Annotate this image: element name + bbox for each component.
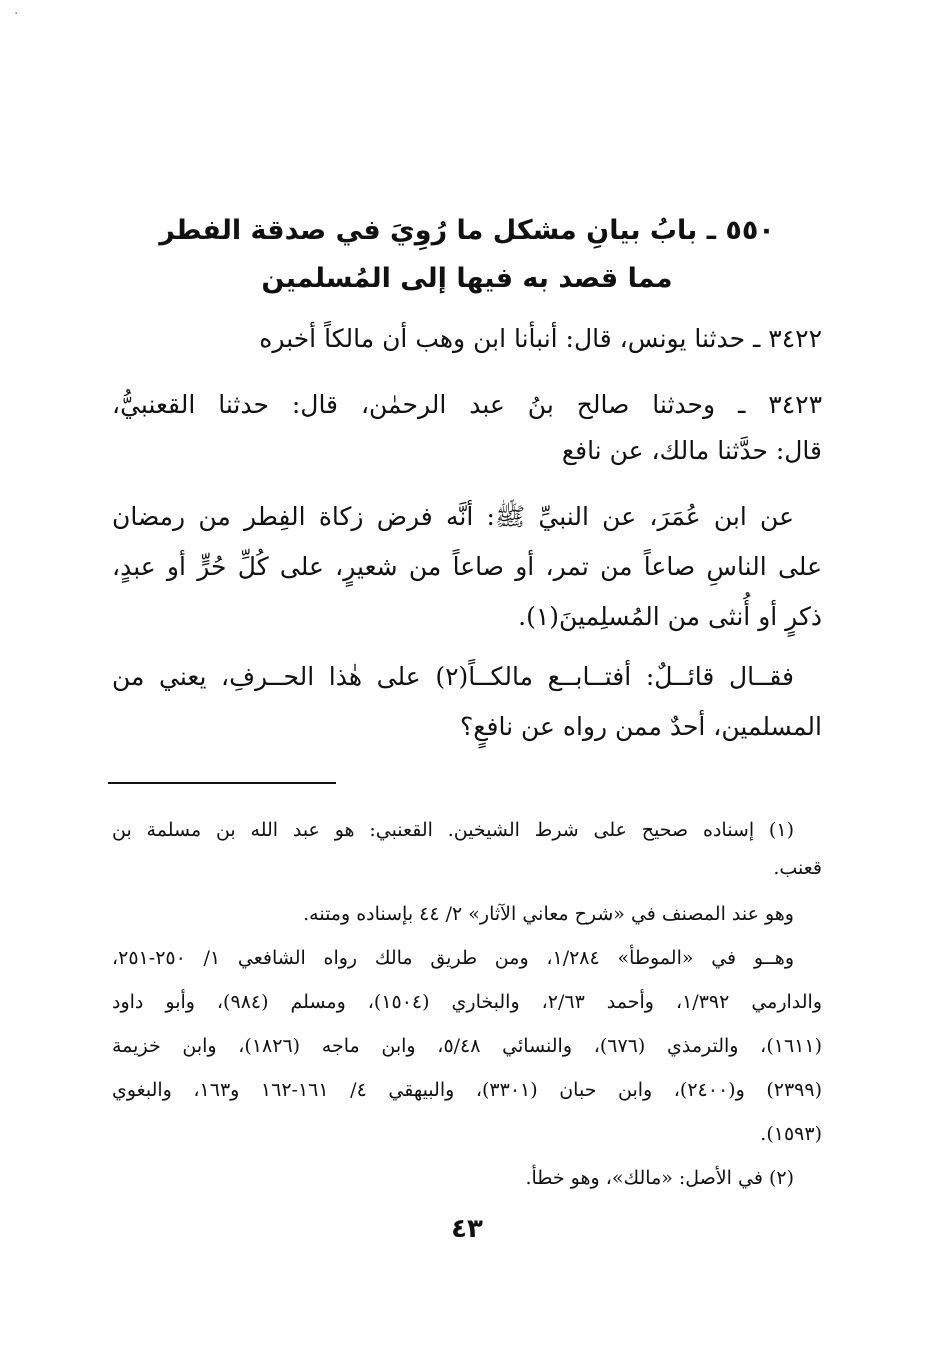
footnote-1-line-1: (١) إسناده صحيح على شرط الشيخين. القعنبي: هو عبد الله بن مسلمة بن: [112, 819, 794, 841]
footnote-1-line-7: (٢٣٩٩) و(٢٤٠٠)، وابن حبان (٣٣٠١)، والبيهقي ٤/ ١٦١-١٦٢ و١٦٣، والبغوي: [112, 1079, 822, 1101]
footnote-1-line-3: وهو عند المصنف في «شرح معاني الآثار» ٢/ ٤٤ بإسناده ومتنه.: [303, 903, 794, 925]
hadith-3423-line-1: ٣٤٢٣ ـ وحدثنا صالح بنُ عبد الرحمٰن، قال: حدثنا القعنبيُّ،: [112, 390, 822, 419]
hadith-3422: ٣٤٢٢ ـ حدثنا يونس، قال: أنبأنا ابن وهب أن مالكاً أخبره: [259, 324, 822, 353]
chapter-title-line-2: مما قصد به فيها إلى المُسلمين: [261, 263, 673, 294]
corner-mark: ·: [14, 6, 19, 22]
footnote-1-line-6: (١٦١١)، والترمذي (٦٧٦)، والنسائي ٥/٤٨، وابن ماجه (١٨٢٦)، وابن خزيمة: [112, 1035, 822, 1057]
matn-line-2: على الناسِ صاعاً من تمر، أو صاعاً من شعيرٍ، على كُلِّ حُرٍّ أو عبدٍ،: [112, 552, 822, 581]
chapter-title-line-1: ٥٥٠ ـ بابُ بيانِ مشكل ما رُوِيَ في صدقة الفطر: [159, 215, 775, 246]
footnote-2: (٢) في الأصل: «مالك»، وهو خطأ.: [525, 1167, 794, 1189]
question-line-2: المسلمين، أحدٌ ممن رواه عن نافعٍ؟: [459, 712, 822, 741]
footnote-separator: [108, 782, 336, 784]
matn-line-3: ذكرٍ أو أُنثى من المُسلِمينَ(١).: [518, 602, 822, 631]
page-number: ٤٣: [451, 1214, 483, 1244]
footnote-1-line-2: قعنب.: [773, 857, 822, 879]
footnote-1-line-5: والدارمي ١/٣٩٢، وأحمد ٢/٦٣، والبخاري (١٥٠٤)، ومسلم (٩٨٤)، وأبو داود: [112, 991, 823, 1013]
matn-line-1: عن ابن عُمَرَ، عن النبيِّ ﷺ: أنَّه فرض زكاة الفِطر من رمضان: [112, 502, 794, 531]
hadith-3423-line-2: قال: حدَّثنا مالك، عن نافع: [561, 436, 822, 465]
question-line-1: فقــال قائــلٌ: أفتــابــع مالكــاً(٢) على هٰذا الحــرفِ، يعني من: [112, 662, 794, 691]
footnote-1-line-8: (١٥٩٣).: [760, 1123, 822, 1145]
footnote-1-line-4: وهــو في «الموطأ» ١/٢٨٤، ومن طريق مالك رواه الشافعي ١/ ٢٥٠-٢٥١،: [112, 947, 794, 969]
